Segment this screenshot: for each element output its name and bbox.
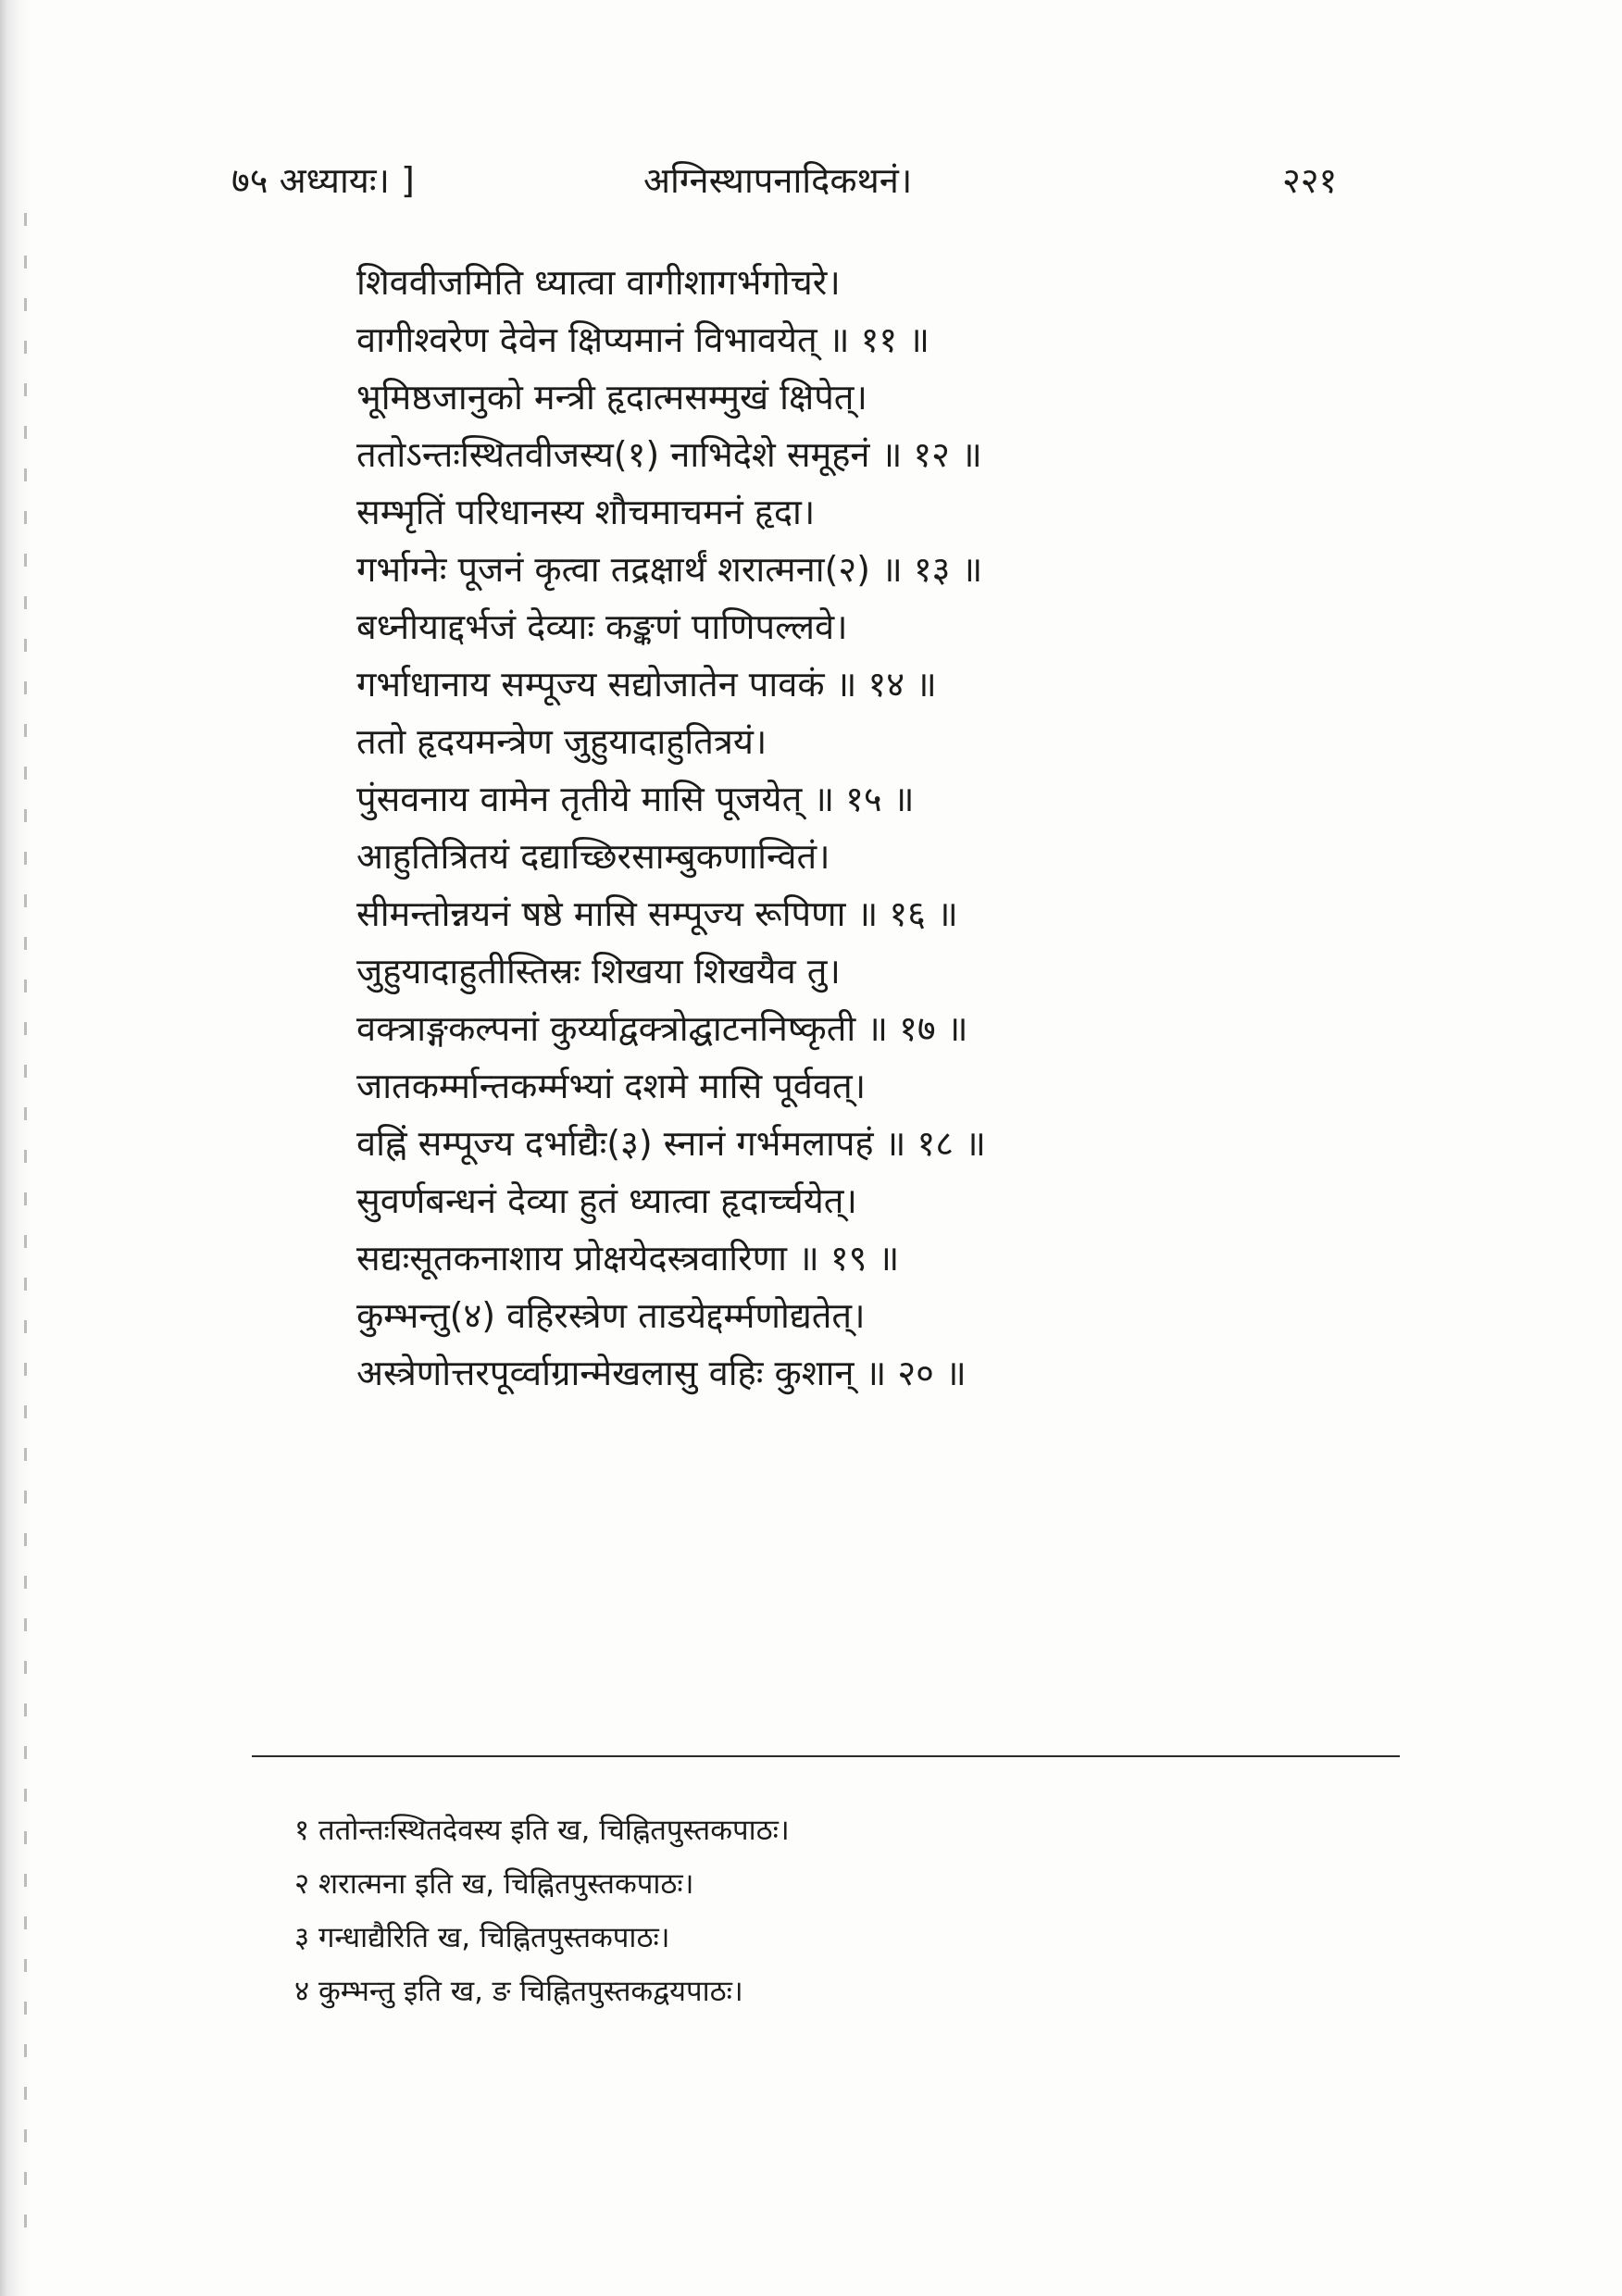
verse-line: बध्नीयाद्दर्भजं देव्याः कङ्कणं पाणिपल्लवे।	[356, 606, 848, 647]
verse-line: गर्भाग्नेः पूजनं कृत्वा तद्रक्षार्थं शरात्मना(२) ॥ १३ ॥	[356, 549, 983, 590]
verse-line: सुवर्णबन्धनं देव्या हुतं ध्यात्वा हृदार्च्चयेत्।	[356, 1180, 857, 1221]
verse-line: सम्भृतिं परिधानस्य शौचमाचमनं हृदा।	[356, 492, 816, 532]
binding-edge-marks	[24, 213, 27, 2250]
footnote-divider	[252, 1755, 1400, 1757]
verse-line: कुम्भन्तु(४) वहिरस्त्रेण ताडयेद्दर्म्मणोद्यतेत्।	[356, 1295, 866, 1336]
verse-line: अस्त्रेणोत्तरपूर्व्वाग्रान्मेखलासु वहिः कुशान् ॥ २० ॥	[356, 1353, 967, 1393]
verse-line: जुहुयादाहुतीस्तिस्रः शिखया शिखयैव तु।	[356, 951, 841, 992]
verse-line: आहुतित्रितयं दद्याच्छिरसाम्बुकणान्वितं।	[356, 836, 830, 877]
page-number: २२१	[1282, 160, 1338, 201]
verse-line: भूमिष्ठजानुको मन्त्री हृदात्मसम्मुखं क्षिपेत्।	[356, 377, 867, 418]
verse-line: जातकर्म्मान्तकर्म्मभ्यां दशमे मासि पूर्ववत्।	[356, 1066, 867, 1106]
verse-line: गर्भाधानाय सम्पूज्य सद्योजातेन पावकं ॥ १४ ॥	[356, 664, 937, 705]
running-header	[0, 156, 1622, 220]
verse-line: वक्त्राङ्गकल्पनां कुर्य्याद्वक्त्रोद्घाटननिष्कृती ॥ १७ ॥	[356, 1008, 968, 1049]
verse-line: शिववीजमिति ध्यात्वा वागीशागर्भगोचरे।	[356, 262, 841, 303]
verse-line: ततो हृदयमन्त्रेण जुहुयादाहुतित्रयं।	[356, 721, 767, 762]
verse-line: सीमन्तोन्नयनं षष्ठे मासि सम्पूज्य रूपिणा ॥ १६ ॥	[356, 893, 958, 934]
footnotes	[294, 1803, 1359, 2018]
verse-block	[356, 254, 1301, 1402]
verse-line: पुंसवनाय वामेन तृतीये मासि पूजयेत् ॥ १५ ॥	[356, 779, 915, 819]
footnote: १ ततोन्तःस्थितदेवस्य इति ख, चिह्नितपुस्तकपाठः।	[294, 1814, 790, 1847]
verse-line: वह्निं सम्पूज्य दर्भाद्यैः(३) स्नानं गर्भमलापहं ॥ १८ ॥	[356, 1123, 986, 1164]
chapter-label: ७५ अध्यायः। ]	[231, 160, 415, 201]
footnote: ४ कुम्भन्तु इति ख, ङ चिह्नितपुस्तकद्वयपाठः।	[294, 1975, 743, 2008]
footnote: २ शरात्मना इति ख, चिह्नितपुस्तकपाठः।	[294, 1867, 694, 1901]
verse-line: ततोऽन्तःस्थितवीजस्य(१) नाभिदेशे समूहनं ॥ १२ ॥	[356, 434, 982, 475]
section-title: अग्निस्थापनादिकथनं।	[643, 160, 913, 201]
footnote: ३ गन्धाद्यैरिति ख, चिह्नितपुस्तकपाठः।	[294, 1921, 670, 1954]
verse-line: सद्यःसूतकनाशाय प्रोक्षयेदस्त्रवारिणा ॥ १९ ॥	[356, 1238, 900, 1279]
verse-line: वागीश्वरेण देवेन क्षिप्यमानं विभावयेत् ॥ ११ ॥	[356, 319, 930, 360]
